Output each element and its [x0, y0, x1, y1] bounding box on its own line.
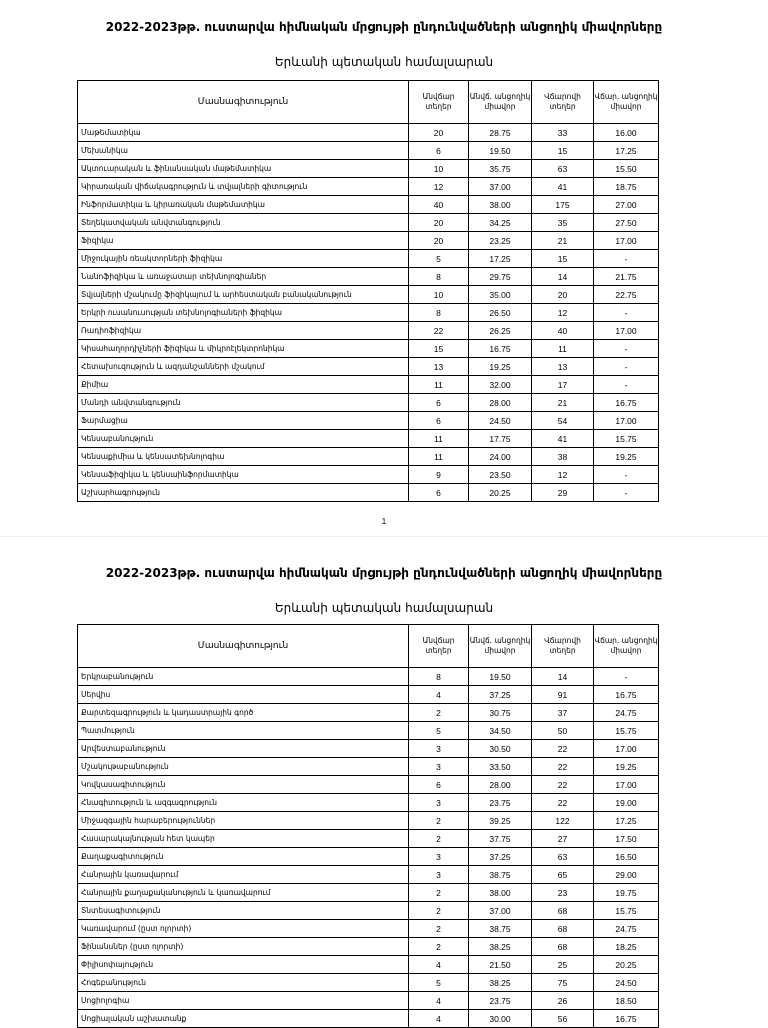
- cell-paid-score: 18.75: [594, 178, 659, 196]
- table-row: [78, 448, 659, 466]
- cell-paid-places: 21: [532, 232, 594, 250]
- cell-paid-places: 22: [532, 776, 594, 794]
- table-row: [78, 484, 659, 502]
- cell-paid-places: 33: [532, 124, 594, 142]
- cell-paid-score: -: [594, 250, 659, 268]
- table-row: [78, 920, 659, 938]
- cell-specialty: Կովկասագիտություն: [78, 776, 409, 794]
- cell-free-places: 4: [409, 1010, 469, 1028]
- page-number: 1: [381, 517, 387, 526]
- cell-free-places: 6: [409, 394, 469, 412]
- cell-paid-places: 25: [532, 956, 594, 974]
- cell-free-score: 26.25: [469, 322, 532, 340]
- cell-specialty: Սոցիալական աշխատանք: [78, 1010, 409, 1028]
- table-row: [78, 196, 659, 214]
- cell-free-score: 37.00: [469, 902, 532, 920]
- cell-free-places: 20: [409, 124, 469, 142]
- header-free-score: Անվճ. անցողիկ միավոր: [469, 625, 532, 668]
- cell-specialty: Միջազգային հարաբերություններ: [78, 812, 409, 830]
- cell-free-score: 37.75: [469, 830, 532, 848]
- header-specialty: Մասնագիտություն: [78, 625, 409, 668]
- cell-paid-score: 19.25: [594, 758, 659, 776]
- table-row: [78, 722, 659, 740]
- cell-paid-score: 16.75: [594, 686, 659, 704]
- header-free-places: Անվճար տեղեր: [409, 625, 469, 668]
- table-row: [78, 250, 659, 268]
- cell-free-places: 13: [409, 358, 469, 376]
- cell-free-places: 6: [409, 142, 469, 160]
- cell-free-places: 11: [409, 376, 469, 394]
- cell-paid-score: 27.50: [594, 214, 659, 232]
- cell-free-places: 3: [409, 848, 469, 866]
- cell-paid-places: 21: [532, 394, 594, 412]
- cell-specialty: Կիրառական վիճակագրություն և տվյալների գիտություն: [78, 178, 409, 196]
- cell-specialty: Մաթեմատիկա: [78, 124, 409, 142]
- cell-paid-places: 35: [532, 214, 594, 232]
- cell-free-score: 30.00: [469, 1010, 532, 1028]
- cell-free-places: 2: [409, 884, 469, 902]
- cell-paid-places: 14: [532, 268, 594, 286]
- cell-paid-score: 15.75: [594, 722, 659, 740]
- table-row: [78, 668, 659, 686]
- cell-free-places: 9: [409, 466, 469, 484]
- page-1-table-body: [78, 124, 659, 502]
- cell-paid-score: 24.50: [594, 974, 659, 992]
- cell-paid-score: -: [594, 668, 659, 686]
- cell-paid-places: 54: [532, 412, 594, 430]
- table-row: [78, 466, 659, 484]
- cell-specialty: Մեխանիկա: [78, 142, 409, 160]
- table-row: [78, 142, 659, 160]
- cell-specialty: Մանդի անվտանգություն: [78, 394, 409, 412]
- table-row: [78, 884, 659, 902]
- header-specialty: Մասնագիտություն: [78, 81, 409, 124]
- cell-specialty: Քաղաքագիտություն: [78, 848, 409, 866]
- page-1-subtitle: Երևանի պետական համալսարան: [274, 55, 494, 69]
- cell-free-score: 38.00: [469, 884, 532, 902]
- table-row: [78, 214, 659, 232]
- cell-free-places: 3: [409, 794, 469, 812]
- cell-specialty: Հասարակայնության հետ կապեր: [78, 830, 409, 848]
- cell-free-score: 39.25: [469, 812, 532, 830]
- table-row: [78, 974, 659, 992]
- table-row: [78, 848, 659, 866]
- cell-specialty: Տեղեկատվական անվտանգություն: [78, 214, 409, 232]
- cell-free-places: 8: [409, 668, 469, 686]
- table-row: [78, 956, 659, 974]
- table-row: [78, 758, 659, 776]
- cell-free-places: 20: [409, 232, 469, 250]
- cell-paid-score: 16.00: [594, 124, 659, 142]
- cell-paid-score: 15.75: [594, 430, 659, 448]
- table-row: [78, 178, 659, 196]
- cell-free-places: 8: [409, 268, 469, 286]
- cell-paid-places: 23: [532, 884, 594, 902]
- table-row: [78, 1010, 659, 1028]
- cell-free-places: 3: [409, 758, 469, 776]
- header-paid-places: Վճարովի տեղեր: [532, 81, 594, 124]
- table-row: [78, 358, 659, 376]
- cell-free-score: 35.75: [469, 160, 532, 178]
- cell-free-places: 4: [409, 956, 469, 974]
- table-row: [78, 412, 659, 430]
- cell-paid-score: 29.00: [594, 866, 659, 884]
- cell-free-score: 28.75: [469, 124, 532, 142]
- cell-specialty: Հետախուզություն և ազդանշանների մշակում: [78, 358, 409, 376]
- cell-paid-places: 11: [532, 340, 594, 358]
- cell-paid-score: 17.00: [594, 322, 659, 340]
- cell-free-places: 11: [409, 430, 469, 448]
- cell-free-places: 2: [409, 938, 469, 956]
- header-free-places: Անվճար տեղեր: [409, 81, 469, 124]
- cell-free-places: 11: [409, 448, 469, 466]
- cell-paid-score: 19.00: [594, 794, 659, 812]
- cell-free-places: 4: [409, 686, 469, 704]
- cell-free-score: 30.75: [469, 704, 532, 722]
- cell-paid-score: 17.50: [594, 830, 659, 848]
- cell-free-score: 21.50: [469, 956, 532, 974]
- cell-paid-places: 41: [532, 430, 594, 448]
- cell-free-places: 15: [409, 340, 469, 358]
- cell-specialty: Կենսաքիմիա և կենսատեխնոլոգիա: [78, 448, 409, 466]
- cell-free-places: 22: [409, 322, 469, 340]
- cell-free-score: 33.50: [469, 758, 532, 776]
- table-row: [78, 304, 659, 322]
- cell-paid-score: 17.25: [594, 142, 659, 160]
- cell-specialty: Հնագիտություն և ազգագրություն: [78, 794, 409, 812]
- cell-free-places: 10: [409, 160, 469, 178]
- cell-paid-places: 50: [532, 722, 594, 740]
- cell-free-score: 38.75: [469, 866, 532, 884]
- cell-paid-places: 41: [532, 178, 594, 196]
- cell-specialty: Քարտեզագրություն և կադաստրային գործ: [78, 704, 409, 722]
- cell-specialty: Միջուկային ռեակտորների ֆիզիկա: [78, 250, 409, 268]
- cell-specialty: Քիմիա: [78, 376, 409, 394]
- cell-free-places: 8: [409, 304, 469, 322]
- cell-free-places: 3: [409, 740, 469, 758]
- cell-paid-score: 17.00: [594, 740, 659, 758]
- cell-free-places: 6: [409, 412, 469, 430]
- page-2-table-body: [78, 668, 659, 1028]
- table-row: [78, 322, 659, 340]
- cell-paid-score: 24.75: [594, 704, 659, 722]
- cell-free-score: 38.00: [469, 196, 532, 214]
- cell-paid-score: 17.25: [594, 812, 659, 830]
- cell-free-score: 26.50: [469, 304, 532, 322]
- cell-free-score: 38.25: [469, 974, 532, 992]
- cell-specialty: Կենսաբանություն: [78, 430, 409, 448]
- cell-free-places: 5: [409, 250, 469, 268]
- table-row: [78, 866, 659, 884]
- cell-free-score: 16.75: [469, 340, 532, 358]
- cell-free-score: 34.25: [469, 214, 532, 232]
- cell-specialty: Ֆիզիկա: [78, 232, 409, 250]
- cell-paid-score: 18.50: [594, 992, 659, 1010]
- cell-specialty: Ինֆորմատիկա և կիրառական մաթեմատիկա: [78, 196, 409, 214]
- table-row: [78, 776, 659, 794]
- cell-free-score: 37.25: [469, 686, 532, 704]
- cell-paid-places: 122: [532, 812, 594, 830]
- cell-free-places: 2: [409, 830, 469, 848]
- page-2-subtitle: Երևանի պետական համալսարան: [274, 601, 494, 615]
- cell-paid-places: 20: [532, 286, 594, 304]
- cell-paid-places: 12: [532, 466, 594, 484]
- cell-paid-score: -: [594, 358, 659, 376]
- cell-paid-places: 68: [532, 902, 594, 920]
- cell-free-score: 17.25: [469, 250, 532, 268]
- cell-paid-places: 12: [532, 304, 594, 322]
- cell-free-score: 37.25: [469, 848, 532, 866]
- header-paid-places: Վճարովի տեղեր: [532, 625, 594, 668]
- cell-free-score: 37.00: [469, 178, 532, 196]
- cell-specialty: Կենսաֆիզիկա և կենսաինֆորմատիկա: [78, 466, 409, 484]
- table-row: [78, 740, 659, 758]
- cell-free-places: 6: [409, 484, 469, 502]
- page-1-table: [77, 80, 659, 502]
- cell-paid-score: -: [594, 484, 659, 502]
- cell-free-score: 34.50: [469, 722, 532, 740]
- cell-free-score: 23.50: [469, 466, 532, 484]
- cell-paid-places: 22: [532, 740, 594, 758]
- page-1-title: 2022-2023թթ. ուստարվա հիմնական մրցույթի ընդունվածների անցողիկ միավորները: [105, 20, 663, 34]
- cell-paid-places: 14: [532, 668, 594, 686]
- table-row: [78, 938, 659, 956]
- cell-free-score: 23.75: [469, 992, 532, 1010]
- cell-specialty: Նանոֆիզիկա և առաջատար տեխնոլոգիաներ: [78, 268, 409, 286]
- table-row: [78, 430, 659, 448]
- cell-paid-places: 68: [532, 938, 594, 956]
- cell-specialty: Ֆարմացիա: [78, 412, 409, 430]
- cell-paid-places: 27: [532, 830, 594, 848]
- cell-paid-places: 175: [532, 196, 594, 214]
- cell-paid-places: 22: [532, 758, 594, 776]
- cell-paid-score: 19.25: [594, 448, 659, 466]
- cell-specialty: Երկրաբանություն: [78, 668, 409, 686]
- cell-specialty: Ակտուարական և ֆինանսական մաթեմատիկա: [78, 160, 409, 178]
- cell-free-score: 35.00: [469, 286, 532, 304]
- cell-free-places: 12: [409, 178, 469, 196]
- cell-paid-score: 17.00: [594, 232, 659, 250]
- table-row: [78, 394, 659, 412]
- table-row: [78, 124, 659, 142]
- cell-specialty: Ռադիոֆիզիկա: [78, 322, 409, 340]
- table-row: [78, 268, 659, 286]
- cell-specialty: Փիլիսոփայություն: [78, 956, 409, 974]
- cell-free-places: 10: [409, 286, 469, 304]
- cell-paid-score: 22.75: [594, 286, 659, 304]
- cell-paid-places: 38: [532, 448, 594, 466]
- table-row: [78, 376, 659, 394]
- cell-paid-places: 63: [532, 848, 594, 866]
- cell-free-score: 38.75: [469, 920, 532, 938]
- cell-specialty: Մշակութաբանություն: [78, 758, 409, 776]
- cell-free-score: 38.25: [469, 938, 532, 956]
- table-row: [78, 794, 659, 812]
- table-row: [78, 686, 659, 704]
- cell-paid-score: 19.75: [594, 884, 659, 902]
- cell-paid-places: 56: [532, 1010, 594, 1028]
- table-row: [78, 902, 659, 920]
- header-free-score: Անվճ. անցողիկ միավոր: [469, 81, 532, 124]
- cell-paid-score: -: [594, 466, 659, 484]
- cell-free-score: 24.00: [469, 448, 532, 466]
- cell-paid-places: 63: [532, 160, 594, 178]
- cell-specialty: Հոգեբանություն: [78, 974, 409, 992]
- cell-paid-places: 13: [532, 358, 594, 376]
- cell-paid-places: 91: [532, 686, 594, 704]
- table-row: [78, 340, 659, 358]
- cell-paid-places: 17: [532, 376, 594, 394]
- page-2-title: 2022-2023թթ. ուստարվա հիմնական մրցույթի ընդունվածների անցողիկ միավորները: [105, 566, 663, 580]
- cell-paid-score: -: [594, 340, 659, 358]
- cell-paid-score: -: [594, 376, 659, 394]
- cell-free-score: 24.50: [469, 412, 532, 430]
- table-header-row: [78, 625, 659, 668]
- cell-free-score: 28.00: [469, 776, 532, 794]
- cell-free-places: 2: [409, 704, 469, 722]
- cell-specialty: Արվեստաբանություն: [78, 740, 409, 758]
- table-row: [78, 812, 659, 830]
- cell-paid-score: 17.00: [594, 412, 659, 430]
- table-row: [78, 704, 659, 722]
- cell-specialty: Կառավարում (ըստ ոլորտի): [78, 920, 409, 938]
- cell-specialty: Ֆինանսներ (ըստ ոլորտի): [78, 938, 409, 956]
- cell-free-score: 20.25: [469, 484, 532, 502]
- cell-specialty: Հանրային կառավարում: [78, 866, 409, 884]
- cell-specialty: Երկրի ուսանուսության տեխնոլոգիաների ֆիզիկա: [78, 304, 409, 322]
- cell-paid-places: 15: [532, 142, 594, 160]
- cell-paid-places: 40: [532, 322, 594, 340]
- cell-specialty: Կիսահաղորդիչների ֆիզիկա և միկրոէլեկտրոնիկա: [78, 340, 409, 358]
- cell-free-places: 5: [409, 974, 469, 992]
- cell-free-score: 23.75: [469, 794, 532, 812]
- cell-paid-places: 65: [532, 866, 594, 884]
- page-2: [0, 536, 768, 1025]
- cell-paid-places: 37: [532, 704, 594, 722]
- cell-free-places: 4: [409, 992, 469, 1010]
- table-row: [78, 830, 659, 848]
- table-row: [78, 160, 659, 178]
- cell-free-score: 17.75: [469, 430, 532, 448]
- page-2-table: [77, 624, 659, 1028]
- cell-paid-places: 26: [532, 992, 594, 1010]
- cell-free-places: 20: [409, 214, 469, 232]
- cell-specialty: Տվյալների մշակումը ֆիզիկայում և արհեստական բանականություն: [78, 286, 409, 304]
- cell-free-places: 2: [409, 812, 469, 830]
- cell-specialty: Սերվիս: [78, 686, 409, 704]
- cell-paid-score: 27.00: [594, 196, 659, 214]
- cell-paid-score: 15.50: [594, 160, 659, 178]
- cell-free-score: 19.50: [469, 668, 532, 686]
- table-row: [78, 992, 659, 1010]
- cell-paid-places: 68: [532, 920, 594, 938]
- cell-free-score: 30.50: [469, 740, 532, 758]
- cell-paid-score: 18.25: [594, 938, 659, 956]
- cell-paid-score: 16.50: [594, 848, 659, 866]
- cell-free-score: 28.00: [469, 394, 532, 412]
- table-row: [78, 232, 659, 250]
- cell-specialty: Սոցիոլոգիա: [78, 992, 409, 1010]
- cell-free-score: 19.50: [469, 142, 532, 160]
- cell-free-places: 3: [409, 866, 469, 884]
- cell-free-score: 32.00: [469, 376, 532, 394]
- cell-paid-places: 75: [532, 974, 594, 992]
- cell-paid-score: 24.75: [594, 920, 659, 938]
- cell-paid-score: 21.75: [594, 268, 659, 286]
- cell-free-places: 2: [409, 920, 469, 938]
- cell-paid-score: 20.25: [594, 956, 659, 974]
- cell-paid-score: 17.00: [594, 776, 659, 794]
- header-paid-score: Վճար. անցողիկ միավոր: [594, 625, 659, 668]
- cell-paid-score: 15.75: [594, 902, 659, 920]
- cell-specialty: Հանրային քաղաքականություն և կառավարում: [78, 884, 409, 902]
- cell-free-places: 5: [409, 722, 469, 740]
- cell-paid-score: 16.75: [594, 1010, 659, 1028]
- cell-free-score: 29.75: [469, 268, 532, 286]
- cell-paid-score: 16.75: [594, 394, 659, 412]
- header-paid-score: Վճար. անցողիկ միավոր: [594, 81, 659, 124]
- cell-free-places: 6: [409, 776, 469, 794]
- cell-paid-places: 15: [532, 250, 594, 268]
- cell-paid-score: -: [594, 304, 659, 322]
- cell-free-score: 23.25: [469, 232, 532, 250]
- table-header-row: [78, 81, 659, 124]
- cell-specialty: Պատմություն: [78, 722, 409, 740]
- cell-free-score: 19.25: [469, 358, 532, 376]
- cell-specialty: Աշխարհագրություն: [78, 484, 409, 502]
- cell-paid-places: 22: [532, 794, 594, 812]
- cell-free-places: 40: [409, 196, 469, 214]
- table-row: [78, 286, 659, 304]
- cell-specialty: Տնտեսագիտություն: [78, 902, 409, 920]
- cell-paid-places: 29: [532, 484, 594, 502]
- cell-free-places: 2: [409, 902, 469, 920]
